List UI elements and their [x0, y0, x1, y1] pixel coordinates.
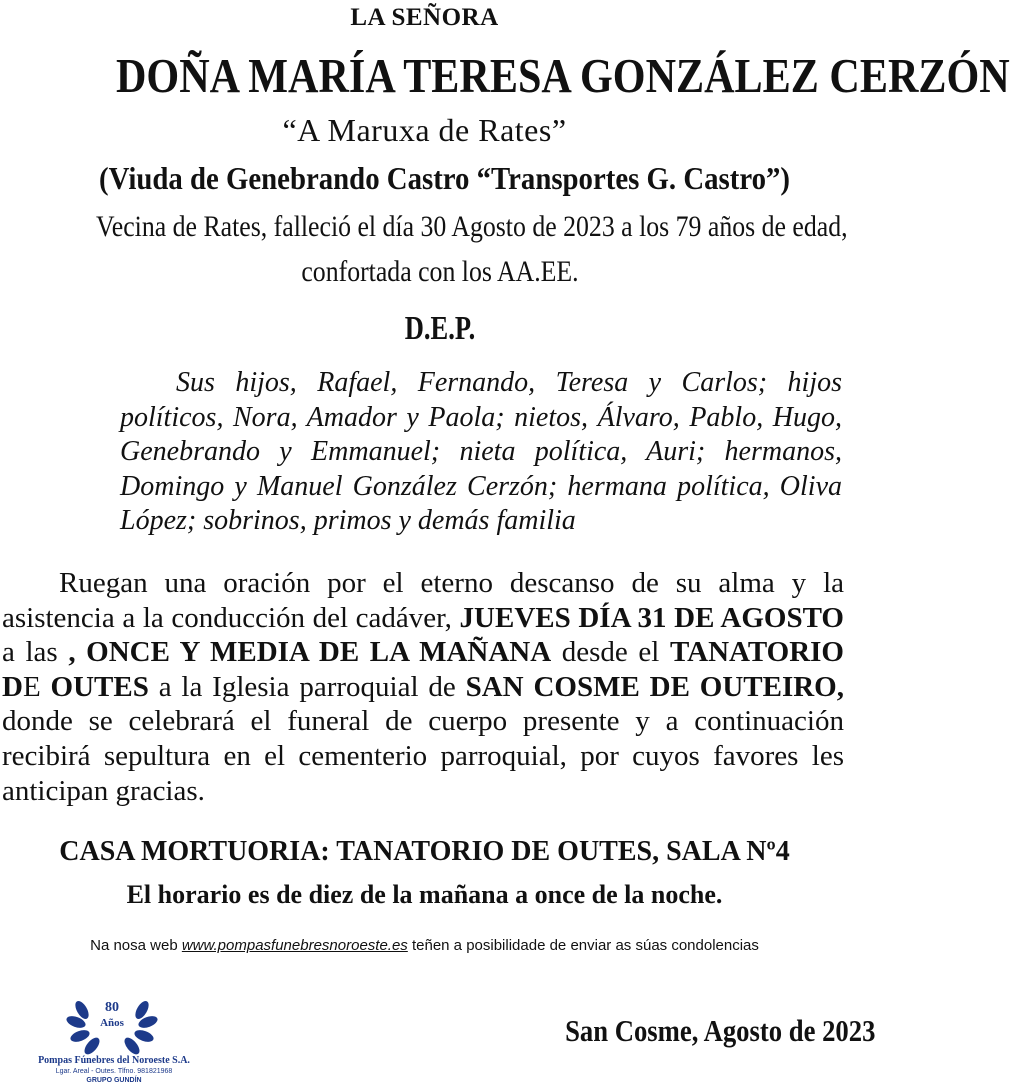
- nickname: “A Maruxa de Rates”: [282, 112, 567, 148]
- dep-heading: D.E.P.: [404, 310, 476, 347]
- web-note: [0, 937, 849, 954]
- logo-years-number: 80: [105, 1000, 119, 1015]
- death-notice-line: Vecina de Rates, falleció el día 30 Agosto de 2023 a los 79 años de edad,: [96, 210, 848, 243]
- service-time: , ONCE Y MEDIA DE LA MAÑANA: [68, 636, 552, 669]
- funeral-home-name: OUTES: [40, 670, 149, 703]
- comforted-line: confortada con los AA.EE.: [301, 255, 579, 288]
- title-la-senora: LA SEÑORA: [350, 4, 499, 31]
- web-note-text: teñen a posibilidade de enviar as súas condolencias: [407, 937, 759, 954]
- service-text: Ruegan una oración por el eterno descanso de su alma y la asistencia a la conducción del cadáver,: [2, 567, 844, 634]
- deceased-name: DOÑA MARÍA TERESA GONZÁLEZ CERZÓN: [116, 48, 1010, 103]
- service-paragraph: [2, 566, 844, 808]
- service-text: a las: [2, 636, 69, 669]
- visiting-hours: El horario es de diez de la mañana a once de la noche.: [126, 880, 723, 909]
- casa-mortuoria: CASA MORTUORIA: TANATORIO DE OUTES, SALA Nº4: [59, 836, 790, 867]
- logo-years-word: Años: [100, 1017, 124, 1029]
- funeral-home-name: TANATORIO D: [2, 636, 844, 703]
- service-text: a la Iglesia parroquial de: [148, 670, 466, 703]
- website-link[interactable]: www.pompasfunebresnoroeste.es: [181, 937, 408, 954]
- funeral-home-name: E: [22, 670, 41, 703]
- widow-of-line: (Viuda de Genebrando Castro “Transportes G. Castro”): [99, 160, 790, 196]
- service-text: desde el: [551, 636, 670, 669]
- logo-address: Lgar. Areal - Outes. Tlfno. 981821968: [55, 1068, 173, 1075]
- web-note-text: Na nosa web: [90, 937, 182, 954]
- family-paragraph: [120, 366, 842, 539]
- family-text: Sus hijos, Rafael, Fernando, Teresa y Carlos; hijos políticos, Nora, Amador y Paola; nietos, Álvaro, Pablo, Hugo, Genebrando y Emmanuel; nieta política, Auri; hermanos, Domingo y Manuel González Cerzón; hermana política, Oliva López; sobrinos, primos y demás familia: [120, 367, 842, 536]
- service-text: donde se celebrará el funeral de cuerpo presente y a continuación recibirá sepultura en el cementerio parroquial, por cuyos favores les anticipan gracias.: [2, 705, 844, 807]
- logo-group: GRUPO GUNDÍN: [86, 1077, 142, 1084]
- service-date: JUEVES DÍA 31 DE AGOSTO: [459, 601, 844, 634]
- church-name: SAN COSME DE OUTEIRO,: [465, 670, 844, 703]
- logo-brand: Pompas Fúnebres del Noroeste S.A.: [38, 1055, 190, 1066]
- place-date: San Cosme, Agosto de 2023: [565, 1013, 876, 1048]
